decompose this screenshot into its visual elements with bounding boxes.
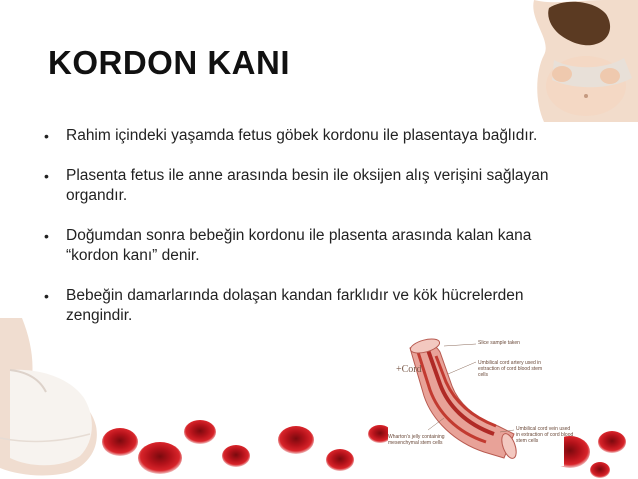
bullet-dot: •: [44, 168, 49, 184]
bullet-text: Doğumdan sonra bebeğin kordonu ile plasenta arasında kalan kana “kordon kanı” denir.: [66, 227, 532, 264]
bullet-dot: •: [44, 288, 49, 304]
bullet-text: Bebeğin damarlarında dolaşan kandan farklıdır ve kök hücrelerden zengindir.: [66, 287, 524, 324]
bullet-text: Plasenta fetus ile anne arasında besin ile oksijen alış verişini sağlayan organdır.: [66, 167, 549, 204]
bullet-item: [44, 166, 564, 206]
bullet-item: [44, 126, 564, 146]
slide-title: KORDON KANI: [48, 44, 290, 81]
bullet-item: [44, 286, 564, 326]
cord-illustration: [388, 334, 564, 466]
umbilical-cord-diagram: [388, 334, 564, 466]
child-photo: [514, 0, 638, 122]
annotation-whartons-jelly: Wharton's jelly containing mesenchymal stem cells: [388, 434, 445, 446]
bullet-list: [44, 126, 564, 346]
bullet-dot: •: [44, 128, 49, 144]
annotation-cord-artery: Umbilical cord artery used in extraction of cord blood stem cells: [478, 360, 543, 378]
annotation-cord-vein: Umbilical cord vein used in extraction of cord blood stem cells: [516, 426, 574, 444]
bullet-dot: •: [44, 228, 49, 244]
bullet-text: Rahim içindeki yaşamda fetus göbek kordonu ile plasentaya bağlıdır.: [66, 127, 538, 144]
bullet-item: [44, 226, 564, 266]
annotation-slice-sample: Slice sample taken: [478, 340, 520, 346]
cord-label: +Cord: [396, 364, 422, 375]
